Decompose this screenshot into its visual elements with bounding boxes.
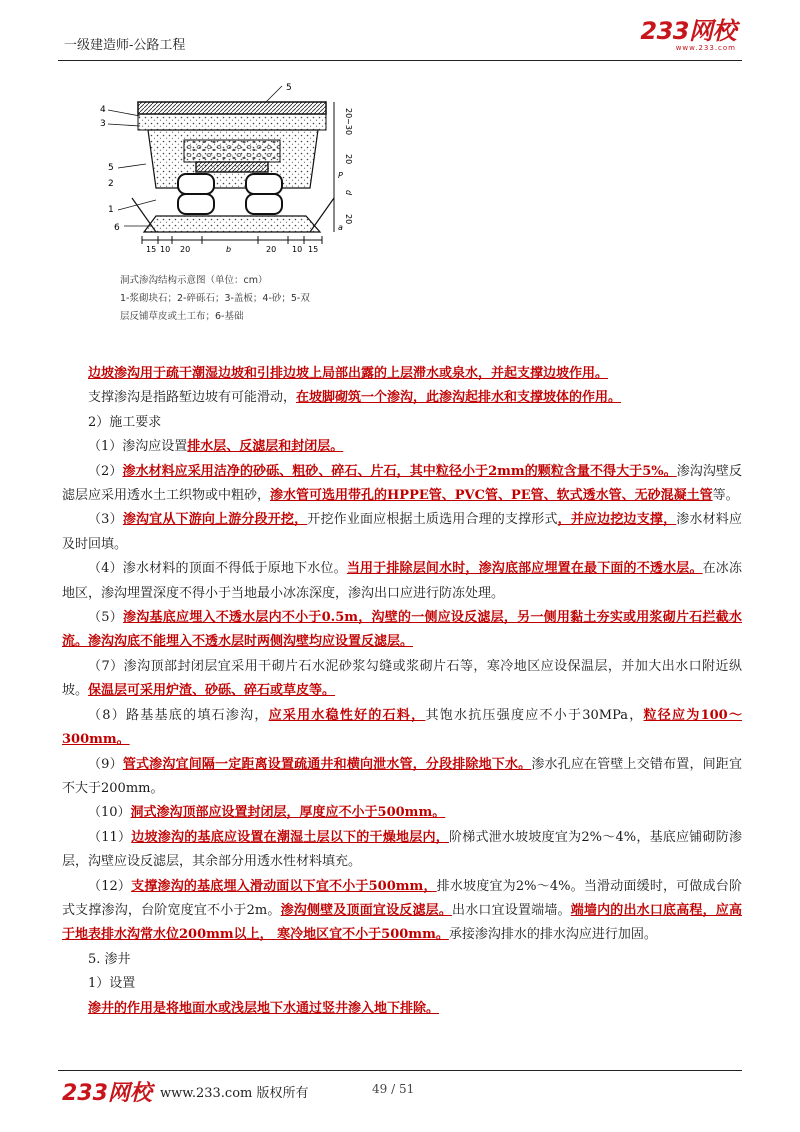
paragraph: （2）渗水材料应采用洁净的砂砾、粗砂、碎石、片石，其中粒径小于2mm的颗粒含量不得大于5%。渗沟沟壁反滤层应采用透水土工织物或中粗砂，渗水管可选用带孔的HPPE管、PVC管、PE管、软式透水管、无砂混凝土管等。 (62, 463, 742, 504)
section-heading: 1）设置 (88, 976, 136, 992)
diagram-svg (96, 80, 356, 270)
label-5-left: 5 (108, 163, 114, 173)
section-heading: 5. 渗井 (88, 951, 131, 967)
paragraph: （5）渗沟基底应埋入不透水层内不小于0.5m，沟壁的一侧应设反滤层，另一侧用黏土夯实或用浆砌片石拦截水流。渗沟沟底不能埋入不透水层时两侧沟壁均应设置反滤层。 (62, 610, 742, 650)
dim-right: 20 (344, 154, 353, 165)
dim-right: 20~30 (344, 108, 353, 136)
dim-bottom: b (226, 245, 232, 254)
turf-layer (138, 102, 326, 114)
logo-url: www.233.com (675, 44, 736, 52)
caption-line: 1-浆砌块石；2-碎砾石；3-盖板；4-砂；5-双 (120, 293, 310, 304)
footer-logo[interactable]: 233网校 (62, 1081, 152, 1106)
paragraph: （11）边坡渗沟的基底应设置在潮湿土层以下的干燥地层内，阶梯式泄水坡坡度宜为2%～4%，基底应铺砌防渗层，沟壁应设反滤层，其余部分用透水性材料填充。 (62, 829, 742, 870)
header-title: 一级建造师-公路工程 (64, 38, 186, 53)
logo-text: 233网校 (640, 17, 736, 45)
paragraph: （9）管式渗沟宜间隔一定距离设置疏通井和横向泄水管，分段排除地下水。渗水孔应在管壁上交错布置，间距宜不大于200mm。 (62, 756, 742, 796)
figure-caption (120, 272, 350, 326)
paragraph: （4）渗水材料的顶面不得低于原地下水位。当用于排除层间水时，渗沟底部应埋置在最下面的不透水层。在冰冻地区，渗沟埋置深度不得小于当地最小冰冻深度，渗沟出口应进行防冻处理。 (62, 561, 742, 601)
dim-bottom: 10 (160, 245, 171, 254)
paragraph: 边坡渗沟用于疏干潮湿边坡和引排边坡上局部出露的上层滞水或泉水，并起支撑边坡作用。 (88, 366, 609, 381)
section-heading: 2）施工要求 (88, 414, 162, 430)
paragraph: 支撑渗沟是指路堑边坡有可能滑动，在坡脚砌筑一个渗沟，此渗沟起排水和支撑坡体的作用。 (88, 390, 622, 406)
dim-bottom: 15 (146, 245, 157, 254)
page-header (0, 0, 800, 70)
dim-right: d (344, 190, 353, 196)
label-3: 3 (100, 119, 106, 129)
masonry-block (246, 194, 282, 214)
label-4: 4 (100, 105, 106, 115)
paragraph: （8）路基基底的填石渗沟，应采用水稳性好的石料，其饱水抗压强度应不小于30MPa，粒径应为100～300mm。 (62, 707, 742, 748)
dim-bottom: 15 (308, 245, 319, 254)
label-6: 6 (114, 223, 120, 233)
cover-slab (196, 162, 268, 172)
page-footer (0, 1060, 800, 1132)
footer-divider (58, 1070, 742, 1071)
label-5-top: 5 (286, 83, 292, 93)
dim-bottom: 20 (266, 245, 277, 254)
header-divider (58, 60, 742, 61)
masonry-block (178, 194, 214, 214)
caption-line: 洞式渗沟结构示意图（单位：cm） (120, 275, 268, 286)
paragraph: （1）渗沟应设置排水层、反滤层和封闭层。 (88, 439, 344, 455)
page-number: 49 / 51 (372, 1082, 415, 1096)
footer-copyright: www.233.com 版权所有 (160, 1086, 309, 1101)
foundation (144, 216, 320, 232)
label-2: 2 (108, 179, 114, 189)
paragraph: （10）洞式渗沟顶部应设置封闭层，厚度应不小于500mm。 (88, 805, 446, 821)
dim-a: a (338, 223, 343, 232)
dim-bottom: 10 (292, 245, 303, 254)
paragraph: （7）渗沟顶部封闭层宜采用干砌片石水泥砂浆勾缝或浆砌片石等，寒冷地区应设保温层，并加大出水口附近纵坡。保温层可采用炉渣、砂砾、碎石或草皮等。 (62, 658, 742, 699)
paragraph: （12）支撑渗沟的基底埋入滑动面以下宜不小于500mm，排水坡度宜为2%～4%。当滑动面缓时，可做成台阶式支撑渗沟，台阶宽度宜不小于2m。渗沟侧壁及顶面宜设反滤层。出水口宜设置端墙。端墙内的出水口底高程，应高于地表排水沟常水位200mm以上， 寒冷地区宜不小于500mm。承接渗沟排水的排水沟应进行加固。 (62, 878, 742, 943)
label-1: 1 (108, 205, 114, 215)
masonry-block (246, 174, 282, 194)
masonry-block (178, 174, 214, 194)
dim-P: P (338, 171, 343, 180)
document-body (62, 362, 742, 1021)
caption-line: 层反铺草皮或土工布；6-基础 (120, 311, 244, 322)
dim-right: 20 (344, 214, 353, 225)
drain-gravel (184, 140, 280, 162)
brand-logo[interactable] (640, 18, 736, 53)
paragraph: 渗井的作用是将地面水或浅层地下水通过竖井渗入地下排除。 (88, 1000, 440, 1016)
sand-layer (138, 114, 326, 130)
paragraph: （3）渗沟宜从下游向上游分段开挖，开挖作业面应根据土质选用合理的支撑形式，并应边挖边支撑，渗水材料应及时回填。 (62, 512, 742, 552)
dim-bottom: 20 (180, 245, 191, 254)
